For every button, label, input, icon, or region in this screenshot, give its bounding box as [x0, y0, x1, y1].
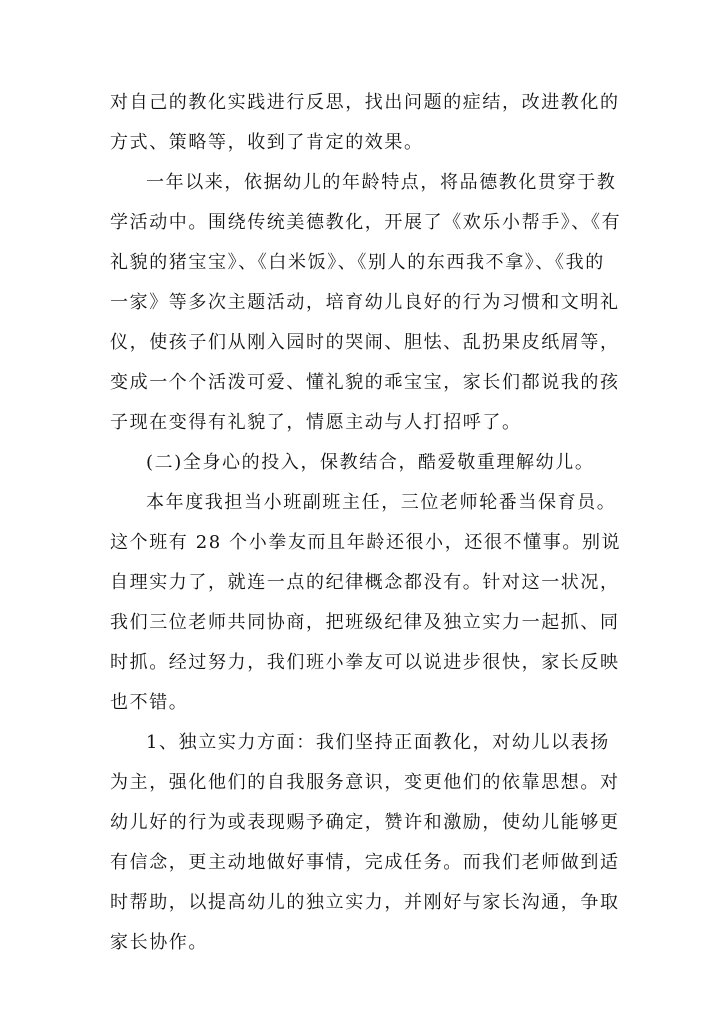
text-line: 这个班有 28 个小拳友而且年龄还很小，还很不懂事。别说 [110, 532, 622, 553]
paragraph-start-line: 一年以来，依据幼儿的年龄特点，将品德教化贯穿于教 [146, 172, 617, 193]
text-line: 对自己的教化实践进行反思，找出问题的症结，改进教化的 [110, 92, 620, 113]
text-line: 有信念，更主动地做好事情，完成任务。而我们老师做到适 [110, 852, 620, 873]
text-line: 礼貌的猪宝宝》、《白米饭》、《别人的东西我不拿》、《我的 [110, 252, 605, 273]
text-line: 仪，使孩子们从刚入园时的哭闹、胆怯、乱扔果皮纸屑等， [110, 332, 620, 353]
text-line: 自理实力了，就连一点的纪律概念都没有。针对这一状况， [110, 572, 620, 593]
text-line: 时帮助，以提高幼儿的独立实力，并刚好与家长沟通，争取 [110, 892, 620, 913]
text-line: 变成一个个活泼可爱、懂礼貌的乖宝宝，家长们都说我的孩 [110, 372, 620, 393]
paragraph-start-line: 1、独立实力方面：我们坚持正面教化，对幼儿以表扬 [146, 732, 610, 753]
text-line: 时抓。经过努力，我们班小拳友可以说进步很快，家长反映 [110, 652, 620, 673]
text-line: 子现在变得有礼貌了，情愿主动与人打招呼了。 [110, 412, 522, 433]
section-heading: (二)全身心的投入，保教结合，酷爱敬重理解幼儿。 [146, 452, 595, 473]
text-line: 幼儿好的行为或表现赐予确定，赞许和激励，使幼儿能够更 [110, 812, 620, 833]
text-line: 我们三位老师共同协商，把班级纪律及独立实力一起抓、同 [110, 612, 620, 633]
text-line: 也不错。 [110, 692, 189, 713]
text-line: 为主，强化他们的自我服务意识，变更他们的依靠思想。对 [110, 772, 620, 793]
text-line: 学活动中。围绕传统美德教化，开展了《欢乐小帮手》、《有 [110, 212, 622, 233]
text-line: 一家》等多次主题活动，培育幼儿良好的行为习惯和文明礼 [110, 292, 620, 313]
text-line: 家长协作。 [110, 932, 208, 953]
paragraph-start-line: 本年度我担当小班副班主任，三位老师轮番当保育员。 [146, 492, 617, 513]
text-line: 方式、策略等，收到了肯定的效果。 [110, 132, 424, 153]
